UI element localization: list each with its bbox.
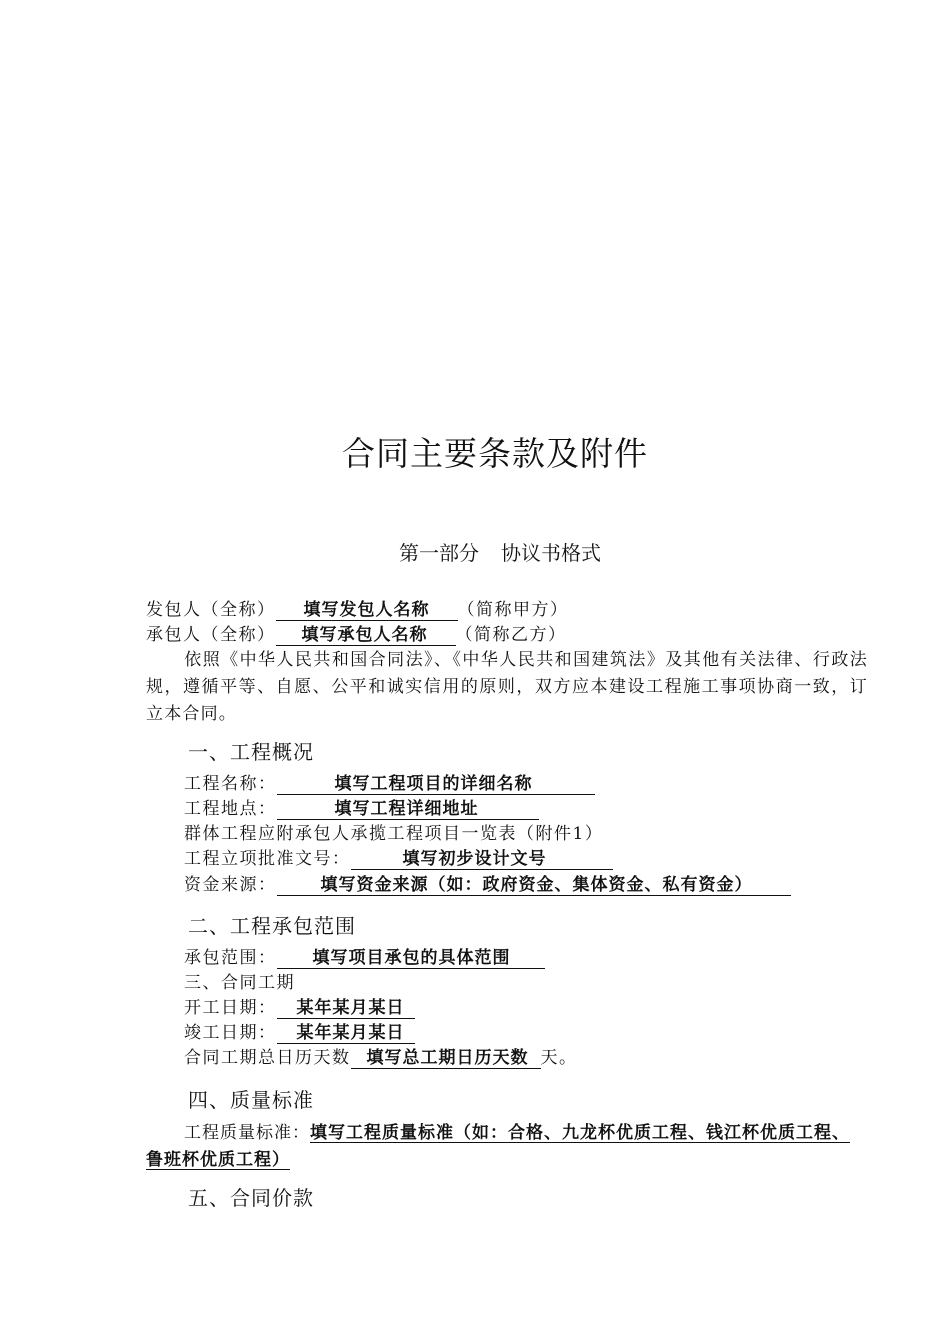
project-location-line — [184, 797, 539, 821]
project-name-label: 工程名称： — [184, 774, 277, 794]
total-days-line — [184, 1046, 578, 1070]
document-title: 合同主要条款及附件 — [342, 434, 648, 473]
employer-line — [146, 598, 569, 622]
quality-label: 工程质量标准： — [184, 1123, 310, 1143]
part-heading — [0, 537, 950, 566]
preamble-text: 依照《中华人民共和国合同法》、《中华人民共和国建筑法》及其他有关法律、行政法规，遵循平等、自愿、公平和诚实信用的原则，双方应本建设工程施工事项协商一致，订立本合同。 — [146, 650, 868, 724]
approval-label: 工程立项批准文号： — [184, 849, 351, 869]
employer-suffix: （简称甲方） — [457, 600, 569, 620]
total-days-field[interactable]: 填写总工期日历天数 — [351, 1048, 541, 1069]
period-heading: 三、合同工期 — [184, 973, 295, 993]
project-name-line — [184, 772, 595, 796]
quality-paragraph — [146, 1120, 854, 1174]
scope-label: 承包范围： — [184, 948, 277, 968]
employer-field[interactable]: 填写发包人名称 — [276, 600, 458, 621]
funding-label: 资金来源： — [184, 875, 277, 895]
project-location-label: 工程地点： — [184, 799, 277, 819]
start-date-field[interactable]: 某年某月某日 — [277, 998, 415, 1019]
total-days-unit: 天。 — [540, 1048, 578, 1068]
project-name-field[interactable]: 填写工程项目的详细名称 — [277, 774, 595, 795]
funding-line — [184, 873, 791, 897]
project-location-field[interactable]: 填写工程详细地址 — [277, 799, 539, 820]
total-days-label: 合同工期总日历天数 — [184, 1048, 351, 1068]
section-5-heading: 五、合同价款 — [188, 1186, 314, 1210]
funding-field[interactable]: 填写资金来源（如：政府资金、集体资金、私有资金） — [277, 875, 791, 896]
contractor-field[interactable]: 填写承包人名称 — [276, 625, 456, 646]
end-date-field[interactable]: 某年某月某日 — [277, 1023, 415, 1044]
end-date-line — [184, 1021, 415, 1045]
contractor-label: 承包人（全称） — [146, 625, 276, 645]
section-4-heading: 四、质量标准 — [188, 1088, 314, 1112]
start-date-line — [184, 996, 415, 1020]
approval-line — [184, 847, 613, 871]
part-name: 协议书格式 — [501, 541, 601, 565]
quality-field[interactable]: 填写工程质量标准（如：合格、九龙杯优质工程、钱江杯优质工程、鲁班杯优质工程） — [146, 1123, 850, 1170]
preamble-paragraph — [146, 647, 868, 728]
scope-line — [184, 946, 545, 970]
section-2-heading: 二、工程承包范围 — [188, 914, 356, 938]
start-date-label: 开工日期： — [184, 998, 277, 1018]
part-label: 第一部分 — [399, 541, 479, 565]
employer-label: 发包人（全称） — [146, 600, 276, 620]
contractor-line — [146, 623, 567, 647]
scope-field[interactable]: 填写项目承包的具体范围 — [277, 948, 545, 969]
end-date-label: 竣工日期： — [184, 1023, 277, 1043]
contractor-suffix: （简称乙方） — [455, 625, 567, 645]
section-1-heading: 一、工程概况 — [188, 740, 314, 764]
group-project-note: 群体工程应附承包人承揽工程项目一览表（附件1） — [184, 824, 604, 844]
approval-field[interactable]: 填写初步设计文号 — [351, 849, 613, 870]
